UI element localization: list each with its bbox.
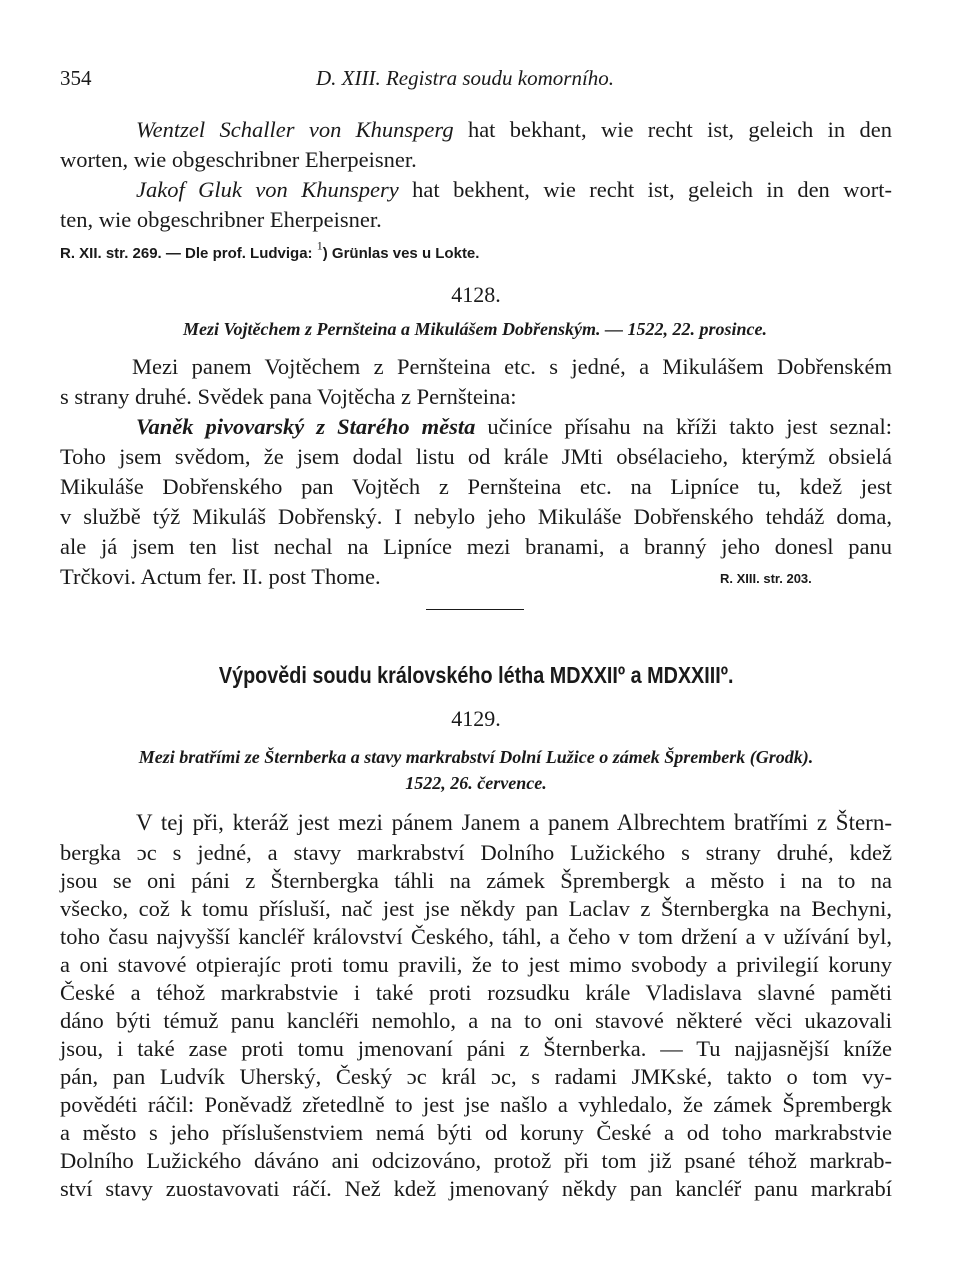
paragraph-line: worten, wie obgeschribner Eherpeisner. bbox=[60, 147, 417, 172]
document-caption: Mezi Vojtěchem z Pernšteina a Mikulášem Dobřenským. — 1522, 22. prosince. bbox=[182, 319, 767, 339]
witness-name: Vaněk pivovarský z Starého města bbox=[136, 414, 476, 439]
paragraph-line: Mikuláše Dobřenského pan Vojtěch z Pernšteina etc. na Lipníce tu, kdež jest bbox=[60, 474, 892, 499]
paragraph-line: s strany druhé. Svědek pana Vojtěcha z Pernšteina: bbox=[60, 384, 517, 409]
paragraph-line: pán, pan Ludvík Uherský, Český ɔc král ɔc, s radami JMKské, takto o tom vy- bbox=[60, 1064, 892, 1089]
document-caption-date: 1522, 26. července. bbox=[405, 773, 547, 793]
footnote-mark: 1 bbox=[316, 238, 323, 253]
paragraph-line: v službě týž Mikuláš Dobřenský. I nebylo jeho Mikuláše Dobřenského tehdáž doma, bbox=[60, 504, 892, 529]
paragraph-line: Wentzel Schaller von Khunsperg hat bekhant, wie recht ist, geleich in den bbox=[136, 117, 892, 142]
paragraph-line: V tej při, kteráž jest mezi pánem Janem a panem Albrechtem bratřími z Štern- bbox=[136, 810, 892, 835]
paragraph-line: Mezi panem Vojtěchem z Pernšteina etc. s jedné, a Mikulášem Dobřenském bbox=[132, 354, 892, 379]
section-divider bbox=[426, 609, 524, 610]
source-note: R. XIII. str. 203. bbox=[720, 571, 812, 586]
paragraph-line: a oni stavové otpierajíc proti tomu pravili, že to jest mimo svobody a privilegií koruny bbox=[60, 952, 892, 977]
document-number: 4129. bbox=[451, 706, 501, 731]
paragraph-line: Vaněk pivovarský z Starého města učiníce přísahu na kříži takto jest seznal: bbox=[136, 414, 892, 439]
paragraph-line: dáno býti témuž panu kancléři nemohlo, a na to oni stavové některé věci ukazovali bbox=[60, 1008, 892, 1033]
source-note: R. XII. str. 269. — Dle prof. Ludviga: $^1$) Grünlas ves u Lokte. bbox=[60, 238, 480, 262]
paragraph-line: a město s jeho příslušenstviem nemá býti od koruny České a od toho markrabstvie bbox=[60, 1120, 892, 1145]
paragraph-line: České a téhož markrabstvie i také proti rozsudku krále Vladislava slavné paměti bbox=[60, 980, 892, 1005]
paragraph-line: všecko, což k tomu přísluší, nač jest jse někdy pan Laclav z Šternbergka na Bechyni, bbox=[60, 896, 892, 921]
page-header bbox=[60, 66, 892, 94]
paragraph-line: Toho jsem svědom, že jsem dodal listu od krále JMti obsélacieho, kterýmž obsielá bbox=[60, 444, 892, 469]
section-title: Výpovědi soudu královského létha MDXXIIº a MDXXIIIº. bbox=[218, 662, 734, 688]
paragraph-line: Dolního Lužického dáváno ani odcizováno, protož při tom již psané téhož markrab- bbox=[60, 1148, 892, 1173]
paragraph-line: jsou se oni páni z Šternbergka táhli na zámek Šprembergk a město i na to na bbox=[60, 868, 892, 893]
document-number: 4128. bbox=[451, 282, 501, 307]
paragraph-line: Jakof Gluk von Khunspery hat bekhent, wie recht ist, geleich in den wort- bbox=[136, 177, 892, 202]
paragraph-line: ale já jsem ten list nechal na Lipníce mezi branami, a branný jeho donesl panu bbox=[60, 534, 892, 559]
running-head: D. XIII. Registra soudu komorního. bbox=[316, 66, 615, 90]
paragraph-line: toho času najvyšší kancléř království Českého, táhl, a čeho v tom držení a v užívání byl, bbox=[60, 924, 892, 949]
person-name: Wentzel Schaller von Khunsperg bbox=[136, 117, 454, 142]
document-caption: Mezi bratřími ze Šternberka a stavy markrabství Dolní Lužice o zámek Špremberk (Grodk). bbox=[138, 747, 814, 767]
paragraph-line: ten, wie obgeschribner Eherpeisner. bbox=[60, 207, 382, 232]
person-name: Jakof Gluk von Khunspery bbox=[136, 177, 399, 202]
paragraph-line: jsou, i také zase proti tomu jmenovaní páni z Šternberka. — Tu najjasnější kníže bbox=[60, 1036, 892, 1061]
paragraph-line: ství stavy zuostavovati ráčí. Než kdež jmenovaný někdy pan kancléř panu markrabí bbox=[60, 1176, 892, 1201]
paragraph-line: bergka ɔc s jedné, a stavy markrabství Dolního Lužického s strany druhé, kdež bbox=[60, 840, 892, 865]
paragraph-line: povědéti ráčil: Poněvadž zřetedlně to jest jse našlo a vyhledalo, že zámek Šprembergk bbox=[60, 1092, 892, 1117]
page-number: 354 bbox=[60, 66, 92, 90]
paragraph-line: Trčkovi. Actum fer. II. post Thome. R. XIII. str. 203. bbox=[60, 562, 892, 592]
